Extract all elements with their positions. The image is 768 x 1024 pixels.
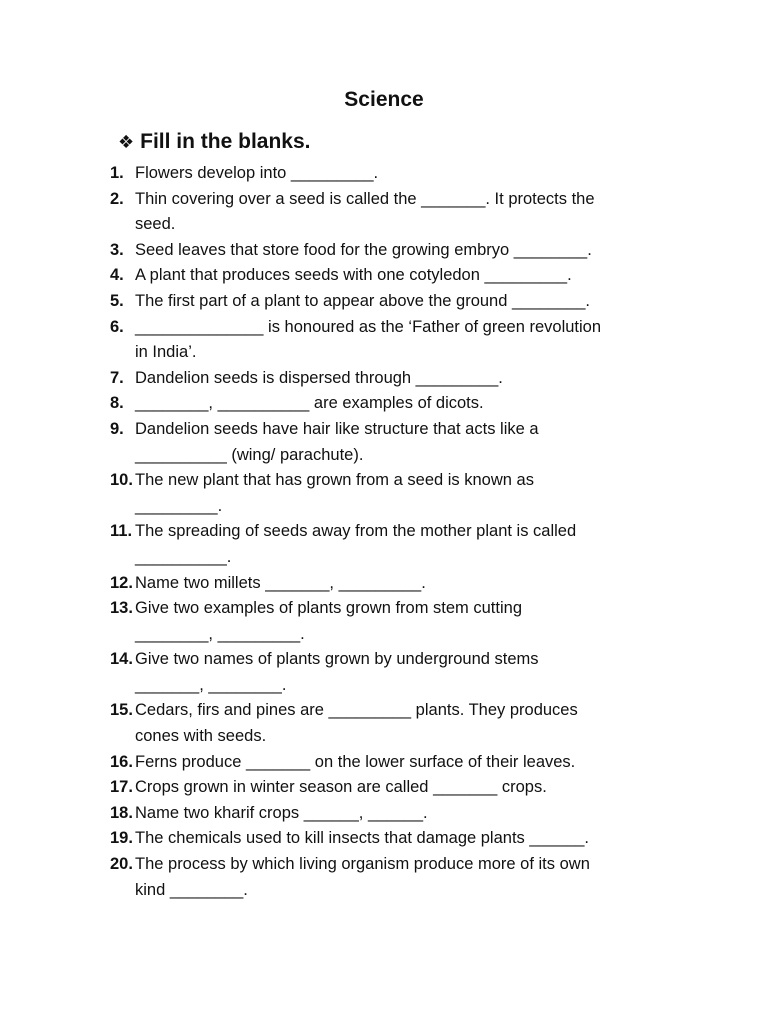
question-number: 6.: [110, 317, 124, 336]
question-item: [110, 775, 670, 801]
question-number: 11.: [110, 522, 133, 541]
question-number: 20.: [110, 855, 133, 874]
question-text-line: The first part of a plant to appear above the ground ________.: [135, 291, 590, 310]
question-number: 9.: [110, 419, 124, 438]
question-text-line: __________.: [135, 547, 232, 566]
question-number: 10.: [110, 471, 133, 490]
question-text-line: Ferns produce _______ on the lower surface of their leaves.: [135, 752, 576, 771]
question-number: 3.: [110, 240, 124, 259]
question-item: [110, 750, 670, 776]
question-text-line: Flowers develop into _________.: [135, 164, 379, 182]
question-text-line: cones with seeds.: [135, 727, 267, 746]
question-text-line: Name two millets _______, _________.: [135, 573, 426, 592]
question-item: [110, 238, 670, 264]
question-item: [110, 698, 670, 749]
question-number: 19.: [110, 829, 133, 848]
question-text-line: seed.: [135, 215, 176, 234]
question-text-line: The spreading of seeds away from the mother plant is called: [135, 522, 577, 541]
question-text-line: ________, _________.: [135, 624, 305, 643]
question-number: 17.: [110, 778, 133, 797]
question-text-line: The chemicals used to kill insects that damage plants ______.: [135, 829, 590, 848]
question-text-line: Name two kharif crops ______, ______.: [135, 803, 428, 822]
question-text-line: kind ________.: [135, 880, 248, 899]
question-number: 14.: [110, 650, 133, 669]
question-text-line: Give two names of plants grown by underground stems: [135, 650, 539, 669]
question-item: [110, 801, 670, 827]
question-number: 8.: [110, 394, 124, 413]
question-item: [110, 417, 670, 468]
question-number: 18.: [110, 803, 133, 822]
question-text-line: Cedars, firs and pines are _________ plants. They produces: [135, 701, 578, 720]
question-item: [110, 571, 670, 597]
question-text-line: _______, ________.: [135, 675, 287, 694]
question-item: [110, 647, 670, 698]
question-item: [110, 391, 670, 417]
question-number: 5.: [110, 291, 124, 310]
section-heading: [118, 130, 311, 154]
question-item: [110, 263, 670, 289]
question-text-line: _________.: [135, 496, 223, 515]
question-number: 7.: [110, 368, 124, 387]
question-number: 16.: [110, 752, 133, 771]
question-item: [110, 596, 670, 647]
question-text-line: Give two examples of plants grown from stem cutting: [135, 599, 522, 618]
question-number: 13.: [110, 599, 133, 618]
diamond-bullet-icon: ❖: [118, 132, 135, 153]
question-item: [110, 826, 670, 852]
question-number: 15.: [110, 701, 133, 720]
question-text-line: The process by which living organism produce more of its own: [135, 855, 590, 874]
question-number: 12.: [110, 573, 133, 592]
question-text-line: The new plant that has grown from a seed is known as: [135, 471, 534, 490]
question-item: [110, 187, 670, 238]
question-item: [110, 161, 670, 187]
question-number: 2.: [110, 189, 124, 208]
question-text-line: A plant that produces seeds with one cotyledon _________.: [135, 266, 572, 285]
question-item: [110, 519, 670, 570]
page-title: Science: [344, 88, 424, 111]
question-item: [110, 315, 670, 366]
question-number: 4.: [110, 266, 124, 285]
question-item: [110, 852, 670, 903]
question-text-line: Thin covering over a seed is called the _______. It protects the: [135, 189, 595, 208]
question-text-line: Crops grown in winter season are called _______ crops.: [135, 778, 547, 797]
question-item: [110, 366, 670, 392]
question-text-line: __________ (wing/ parachute).: [135, 445, 364, 464]
question-text-line: in India’.: [135, 343, 197, 362]
section-heading-text: Fill in the blanks.: [140, 130, 311, 153]
question-text-line: ______________ is honoured as the ‘Father of green revolution: [135, 317, 602, 336]
question-item: [110, 468, 670, 519]
question-item: [110, 289, 670, 315]
question-text-line: ________, __________ are examples of dicots.: [135, 394, 484, 413]
question-text-line: Dandelion seeds have hair like structure that acts like a: [135, 419, 539, 438]
question-text-line: Seed leaves that store food for the growing embryo ________.: [135, 240, 592, 259]
question-text-line: Dandelion seeds is dispersed through _________.: [135, 368, 503, 387]
question-number: 1.: [110, 164, 124, 182]
question-list: [110, 161, 670, 903]
